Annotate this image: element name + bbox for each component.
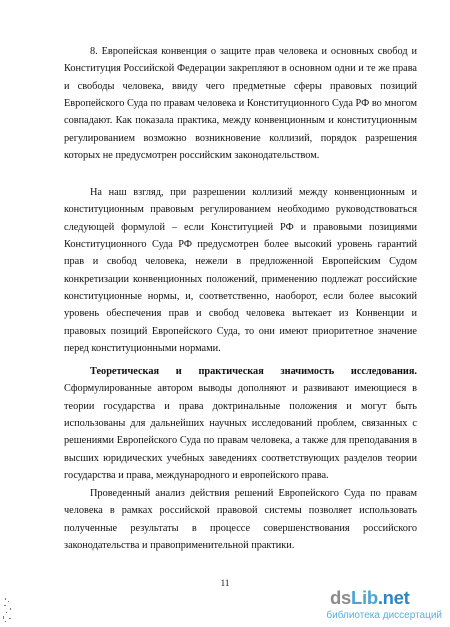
paragraph-text: На наш взгляд, при разрешении коллизий между конвенционным и конституционным правовым регулированием необходимо руководствоваться следующей формулой – если Конституцией РФ и правовыми позициями Конституционного Суда РФ предусмотрен более высокий уровень гарантий прав и свобод человека, нежели в предложенной Европейским Судом конкретизации конвенционных положений, применению подлежат российские конституционные нормы, и, соответственно, наоборот, если более высокий уровень обеспечения прав и свобод человека вытекает из Конвенции и правовых позиций Европейского Суда, то они имеют приоритетное значение перед конституционными нормами. — [64, 187, 417, 355]
dslib-subtitle: библиотека диссертаций — [326, 610, 442, 621]
paragraph-text: 8. Европейская конвенция о защите прав человека и основных свобод и Конституция Российской Федерации закрепляют в основном одни и те же права и свободы человека, ввиду чего предметные сферы правовых позиций Европейского Суда по правам человека и Конституционного Суда РФ во многом совпадают. Как показала практика, между конвенционным и конституционным регулированием возможно возникновение коллизий, порядок разрешения которых не предусмотрен российским законодательством. — [64, 46, 417, 162]
paragraph-conflict-resolution — [64, 184, 417, 357]
paragraph-significance — [64, 363, 417, 484]
paragraph-conclusion-8 — [64, 43, 417, 164]
dslib-watermark — [316, 587, 442, 623]
page-number: 11 — [220, 578, 230, 588]
section-heading: Теоретическая и практическая значимость исследования. — [90, 366, 417, 377]
paragraph-text: Проведенный анализ действия решений Европейского Суда по правам человека в рамках российской правовой системы позволяет использовать полученные результаты в процессе совершенствования российского законодательства и правоприменительной практики. — [64, 488, 417, 552]
scan-edge-mark — [2, 596, 20, 624]
paragraph-analysis-results — [64, 485, 417, 554]
paragraph-text: Сформулированные автором выводы дополняют и развивают имеющиеся в теории государства и права доктринальные положения и могут быть использованы для дальнейших научных исследований проблем, связанных с решениями Европейского Суда по правам человека, а также для преподавания в высших юридических учебных заведениях соответствующих разделов теории государства и права, международного и европейского права. — [64, 383, 417, 482]
dslib-logo: dsLib.net — [330, 587, 410, 608]
